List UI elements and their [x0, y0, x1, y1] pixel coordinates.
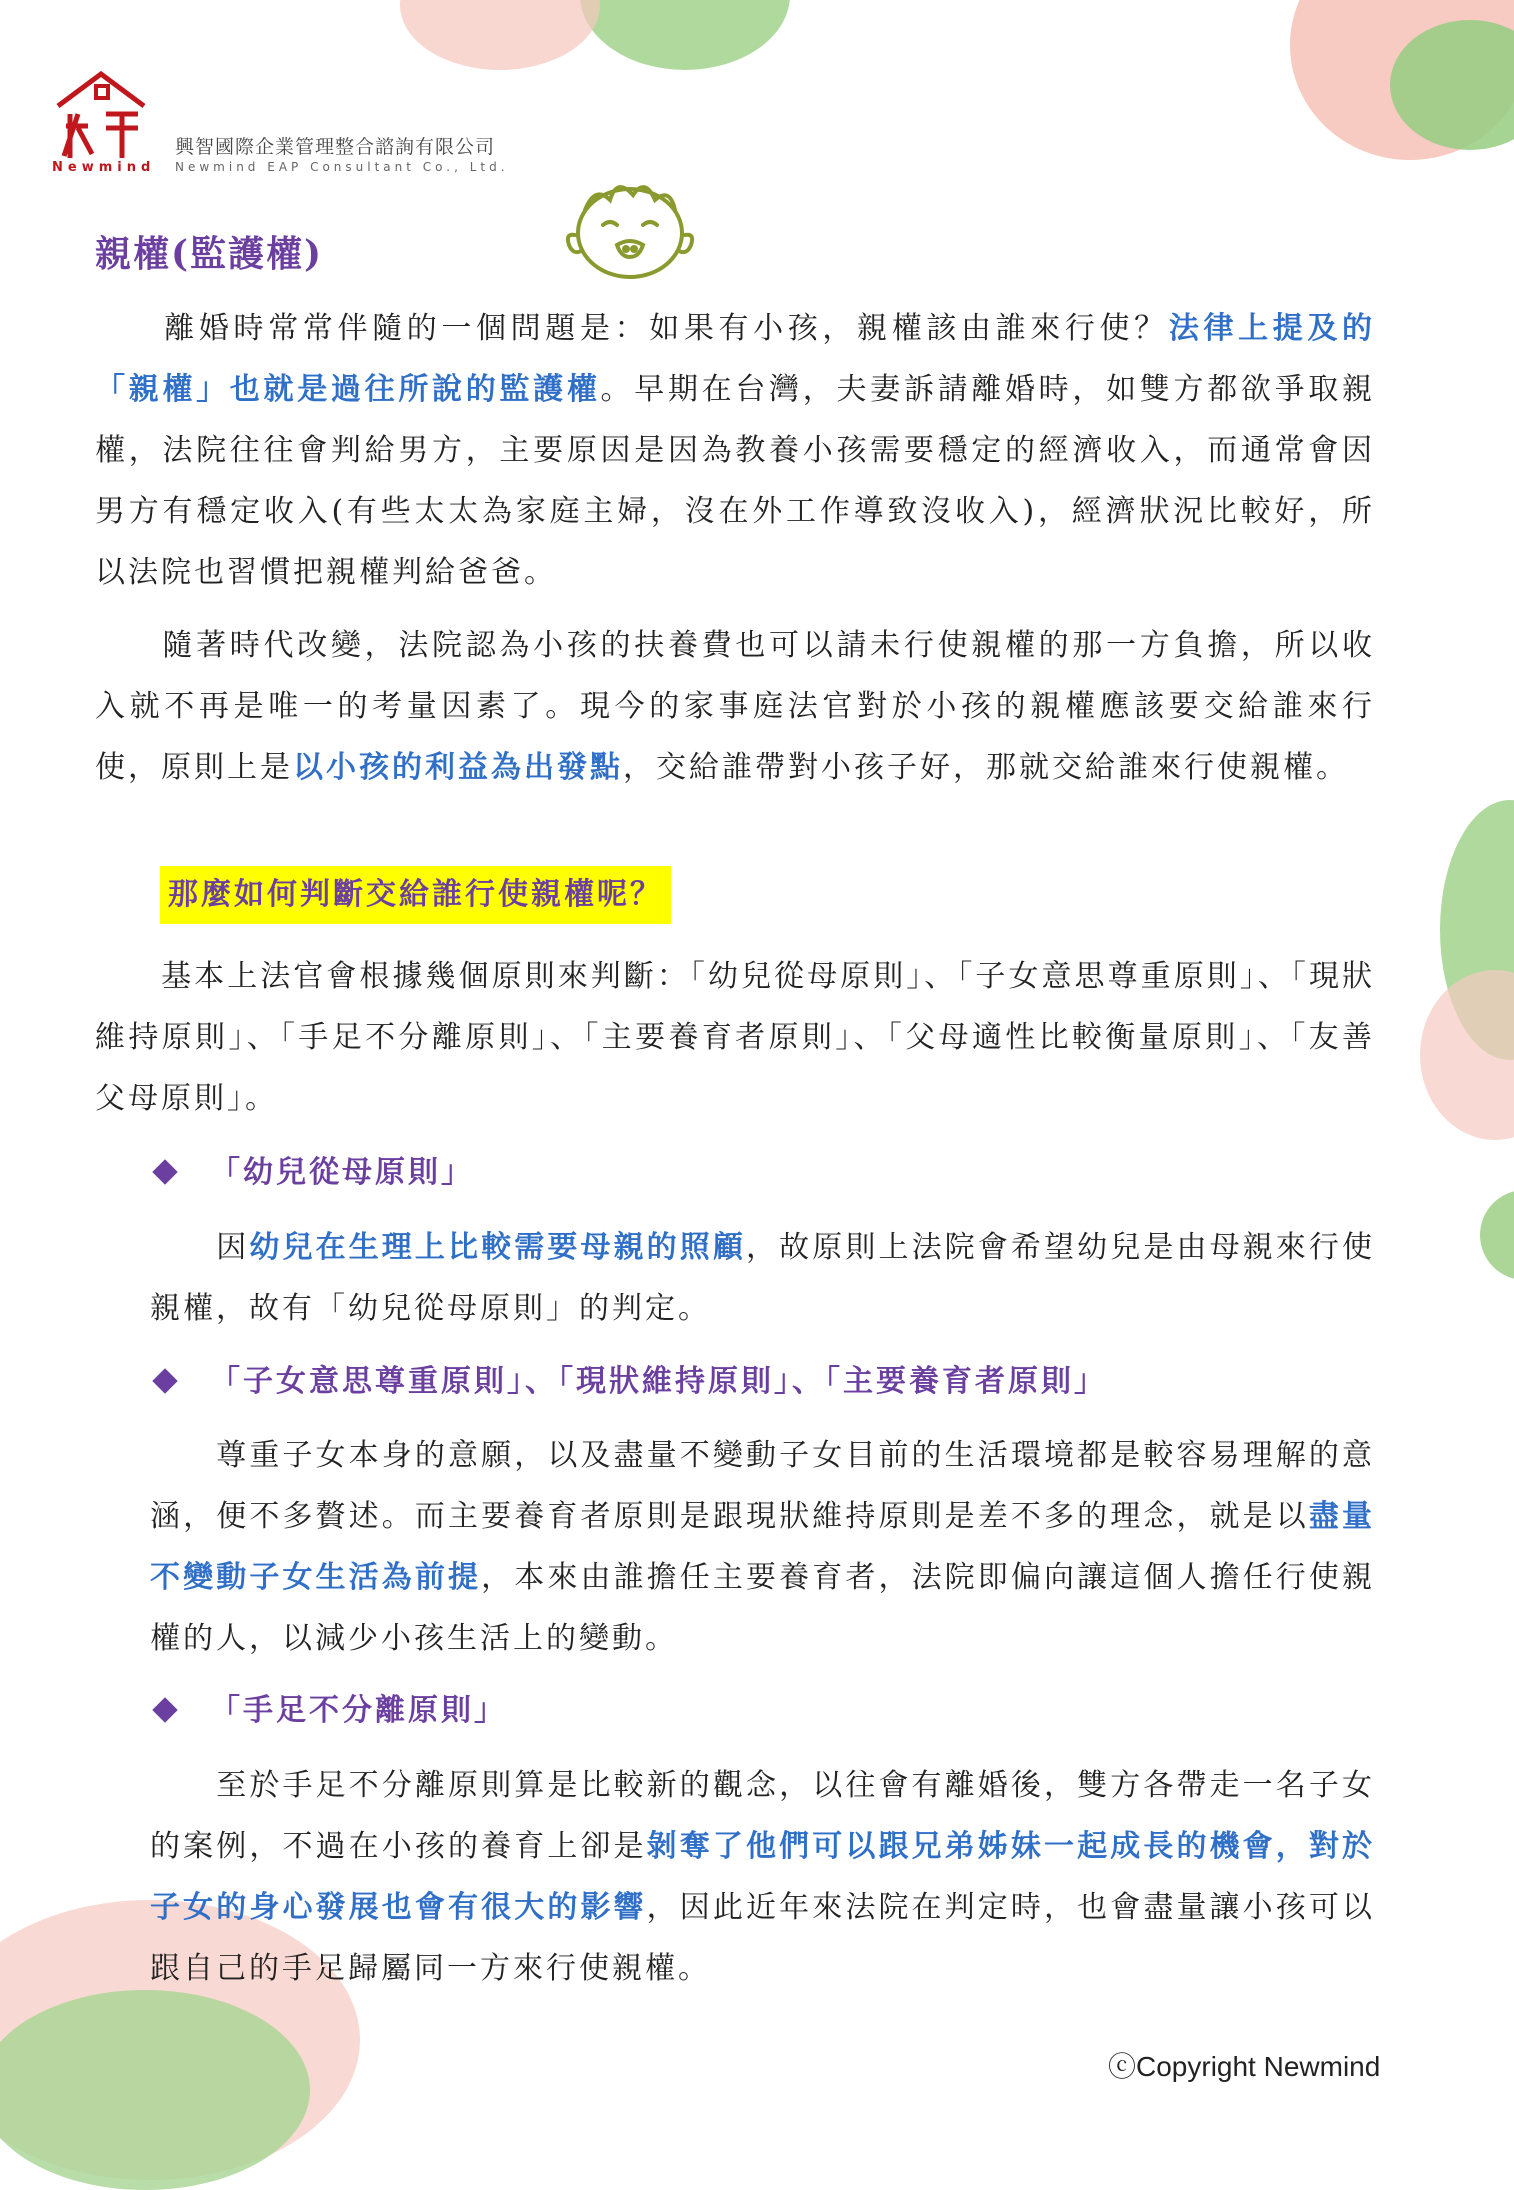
- bullet-heading-text: 「幼兒從母原則」: [210, 1155, 474, 1190]
- logo-wordmark: Newmind: [52, 160, 156, 175]
- company-name-zh: 興智國際企業管理整合諮詢有限公司: [175, 136, 496, 158]
- paragraph-text: ，交給誰帶對小孩子好，那就交給誰來行使親權。: [623, 750, 1349, 785]
- paragraph-bullet-2: [150, 1425, 1375, 1669]
- paragraph-bullet-3: [150, 1755, 1375, 1999]
- bullet-heading-text: 「手足不分離原則」: [210, 1693, 507, 1728]
- highlight-text: 盡量不變動子女生活為前提: [150, 1499, 1376, 1595]
- paragraph-text: ，因此近年來法院在判定時，也會盡量讓小孩可以跟自己的手足歸屬同一方來行使親權。: [150, 1890, 1376, 1986]
- highlight-text: 法律上提及的「親權」也就是過往所說的監護權: [95, 311, 1376, 407]
- newmind-logo-icon: [48, 66, 154, 172]
- paragraph-text: ，本來由誰擔任主要養育者，法院即偏向讓這個人擔任行使親權的人，以減少小孩生活上的變動。: [150, 1560, 1376, 1656]
- paragraph-text: ，故原則上法院會希望幼兒是由母親來行使親權，故有「幼兒從母原則」的判定。: [150, 1230, 1376, 1326]
- decor-blob-pink-top: [400, 0, 600, 70]
- paragraph-text: 因: [150, 1230, 250, 1265]
- paragraph-principles: [95, 946, 1375, 1129]
- bullet-heading-text: 「子女意思尊重原則」、「現狀維持原則」、「主要養育者原則」: [210, 1364, 1107, 1399]
- diamond-bullet-icon: [152, 1697, 177, 1722]
- question-heading: 那麼如何判斷交給誰行使親權呢？: [160, 866, 671, 924]
- paragraph-bullet-1: [150, 1217, 1375, 1339]
- decor-blob-green-bottomleft: [0, 1990, 310, 2190]
- diamond-bullet-icon: [152, 1368, 177, 1393]
- decor-blob-green-top: [580, 0, 790, 70]
- company-name-en: Newmind EAP Consultant Co., Ltd.: [175, 160, 509, 174]
- paragraph-text: 。早期在台灣，夫妻訴請離婚時，如雙方都欲爭取親權，法院往往會判給男方，主要原因是因為教養小孩需要穩定的經濟收入，而通常會因男方有穩定收入(有些太太為家庭主婦，沒在外工作導致沒收入)，經濟狀況比較好，所以法院也習慣把親權判給爸爸。: [95, 372, 1376, 590]
- paragraph-text: 隨著時代改變，法院認為小孩的扶養費也可以請未行使親權的那一方負擔，所以收入就不再是唯一的考量因素了。現今的家事庭法官對於小孩的親權應該要交給誰來行使，原則上是: [95, 628, 1375, 785]
- copyright-footer: ⓒCopyright Newmind: [1108, 2051, 1381, 2082]
- paragraph-text: 至於手足不分離原則算是比較新的觀念，以往會有離婚後，雙方各帶走一名子女的案例，不過在小孩的養育上卻是: [150, 1768, 1375, 1864]
- highlight-text: 幼兒在生理上比較需要母親的照顧: [249, 1230, 747, 1265]
- highlight-text: 以小孩的利益為出發點: [293, 750, 623, 785]
- bullet-heading-3: [150, 1686, 507, 1736]
- bullet-heading-2: [150, 1357, 1107, 1407]
- paragraph-intro: [95, 298, 1375, 603]
- paragraph-text: 尊重子女本身的意願，以及盡量不變動子女目前的生活環境都是較容易理解的意涵，便不多贅述。而主要養育者原則是跟現狀維持原則是差不多的理念，就是以: [150, 1438, 1375, 1534]
- decor-blob-green-right-2: [1480, 1190, 1514, 1280]
- diamond-bullet-icon: [152, 1159, 177, 1184]
- bullet-heading-1: [150, 1148, 474, 1198]
- decor-blob-pink-right: [1420, 970, 1514, 1140]
- highlight-text: 剝奪了他們可以跟兄弟姊妹一起成長的機會，對於子女的身心發展也會有很大的影響: [150, 1829, 1376, 1925]
- paragraph-text: 基本上法官會根據幾個原則來判斷：「幼兒從母原則」、「子女意思尊重原則」、「現狀維持原則」、「手足不分離原則」、「主要養育者原則」、「父母適性比較衡量原則」、「友善父母原則」。: [95, 959, 1375, 1116]
- paragraph-times-change: [95, 615, 1375, 798]
- child-face-icon: [555, 165, 705, 285]
- page-title: 親權(監護權): [95, 233, 324, 275]
- paragraph-text: 離婚時常常伴隨的一個問題是：如果有小孩，親權該由誰來行使？: [95, 311, 1169, 346]
